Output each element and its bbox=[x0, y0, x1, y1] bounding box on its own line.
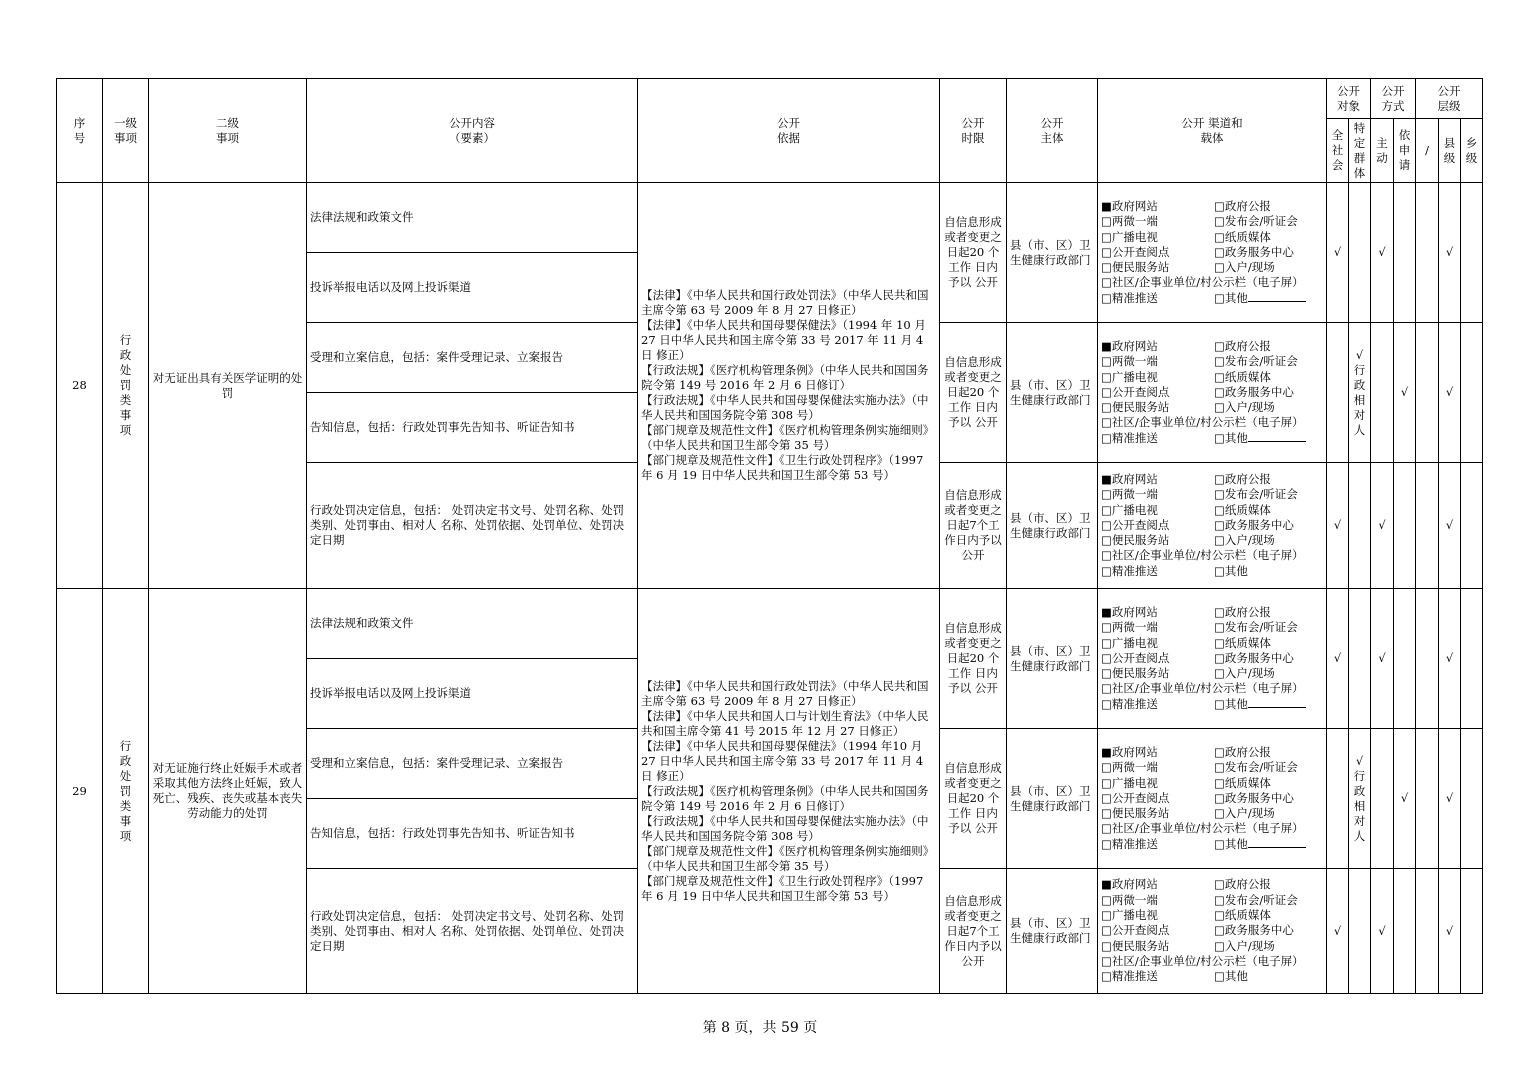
table-row bbox=[57, 589, 1483, 659]
row-29-subject-b: 县（市、区）卫 生健康行政部门 bbox=[1007, 729, 1098, 869]
row-29-b-target-all bbox=[1327, 729, 1349, 869]
row-28-a-target-specific bbox=[1349, 183, 1371, 323]
row-29-content-4: 告知信息，包括：行政处罚事先告知书、听证告知书 bbox=[307, 799, 638, 869]
row-28-b-level-town bbox=[1461, 323, 1483, 463]
row-29-subject-a: 县（市、区）卫 生健康行政部门 bbox=[1007, 589, 1098, 729]
row-29-b-method-request: √ bbox=[1394, 729, 1416, 869]
row-29-b-slash bbox=[1416, 729, 1439, 869]
row-29-a-slash bbox=[1416, 589, 1439, 729]
row-29-content-3: 受理和立案信息，包括：案件受理记录、立案报告 bbox=[307, 729, 638, 799]
row-29-channels-c: ■政府网站 □政府公报 □两微一端 □发布会/听证会 □广播电视 □纸质媒体 □公开查阅点 □政务服务中心 □便民服务站 □入户/现场 □社区/企事业单位/村公示栏（电子屏） □精准推送 □其他 bbox=[1098, 869, 1327, 994]
row-28-content-3: 受理和立案信息，包括：案件受理记录、立案报告 bbox=[307, 323, 638, 393]
row-29-a-target-all: √ bbox=[1327, 589, 1349, 729]
row-29-a-method-active: √ bbox=[1371, 589, 1394, 729]
row-28-basis: 【法律】《中华人民共和国行政处罚法》（中华人民共和国主席令第 63 号 2009 年 8 月 27 日修正） 【法律】《中华人民共和国母婴保健法》（1994 年 10 月 27 日中华人民共和国主席令第 33 号 2017 年 11 月 4 日 修正） 【行政法规】《医疗机构管理条例》（中华人民共和国国务院令第 149 号 2016 年 2 月 6 日修订） 【行政法规】《中华人民共和国母婴保健法实施办法》（中华人民共和国国务院令第 308 号） 【部门规章及规范性文件】《医疗机构管理条例实施细则》（中华人民共和国卫生部令第 35 号） 【部门规章及规范性文件】《卫生行政处罚程序》（1997 年 6 月 19 日中华人民共和国卫生部令第 53 号） bbox=[638, 183, 940, 589]
row-28-subject-b: 县（市、区）卫 生健康行政部门 bbox=[1007, 323, 1098, 463]
row-29-channels-b: ■政府网站 □政府公报 □两微一端 □发布会/听证会 □广播电视 □纸质媒体 □公开查阅点 □政务服务中心 □便民服务站 □入户/现场 □社区/企事业单位/村公示栏（电子屏） □精准推送 □其他 bbox=[1098, 729, 1327, 869]
row-28-b-method-request: √ bbox=[1394, 323, 1416, 463]
row-29-c-method-request bbox=[1394, 869, 1416, 994]
row-29-c-slash bbox=[1416, 869, 1439, 994]
page-footer: 第 8 页，共 59 页 bbox=[702, 1020, 818, 1036]
row-28-c-target-specific bbox=[1349, 463, 1371, 589]
row-28-time-a: 自信息形成或者变更之日起20 个工作 日内予以 公开 bbox=[940, 183, 1007, 323]
row-29-a-method-request bbox=[1394, 589, 1416, 729]
header-level1: 一级事项 bbox=[103, 79, 149, 183]
row-28-content-5: 行政处罚决定信息，包括： 处罚决定书文号、处罚名称、处罚类别、处罚事由、相对人 名称、处罚依据、处罚单位、处罚决定日期 bbox=[307, 463, 638, 589]
row-28-a-level-county: √ bbox=[1439, 183, 1461, 323]
row-29-c-level-town bbox=[1461, 869, 1483, 994]
header-subject: 公开主体 bbox=[1007, 79, 1098, 183]
row-28-c-method-request bbox=[1394, 463, 1416, 589]
row-28-c-slash bbox=[1416, 463, 1439, 589]
row-28-category: 行政处罚类事项 bbox=[103, 183, 149, 589]
row-29-content-2: 投诉举报电话以及网上投诉渠道 bbox=[307, 659, 638, 729]
row-29-level2: 对无证施行终止妊娠手术或者采取其他方法终止妊娠，致人死亡、残疾、丧失或基本丧失劳动能力的处罚 bbox=[149, 589, 307, 994]
row-28-seq: 28 bbox=[57, 183, 103, 589]
row-29-b-target-specific: √行政相对人 bbox=[1349, 729, 1371, 869]
row-29-c-level-county: √ bbox=[1439, 869, 1461, 994]
row-29-subject-c: 县（市、区）卫 生健康行政部门 bbox=[1007, 869, 1098, 994]
row-29-basis: 【法律】《中华人民共和国行政处罚法》（中华人民共和国主席令第 63 号 2009 年 8 月 27 日修正） 【法律】《中华人民共和国人口与计划生育法》（中华人民共和国主席令第 41 号 2015 年 12 月 27 日修正） 【法律】《中华人民共和国母婴保健法》（1994 年10 月 27 日中华人民共和国主席令第 33 号 2017 年 11 月 4 日 修正） 【行政法规】《医疗机构管理条例》（中华人民共和国国务院令第 149 号 2016 年 2 月 6 日修订） 【行政法规】《中华人民共和国母婴保健法实施办法》（中华人民共和国国务院令第 308 号） 【部门规章及规范性文件】《医疗机构管理条例实施细则》（中华人民共和国卫生部令第 35 号） 【部门规章及规范性文件】《卫生行政处罚程序》（1997 年 6 月 19 日中华人民共和国卫生部令第 53 号） bbox=[638, 589, 940, 994]
header-slash: / bbox=[1416, 119, 1439, 183]
row-29-content-1: 法律法规和政策文件 bbox=[307, 589, 638, 659]
row-28-b-target-specific: √行政相对人 bbox=[1349, 323, 1371, 463]
row-29-category: 行政处罚类事项 bbox=[103, 589, 149, 994]
row-28-b-slash bbox=[1416, 323, 1439, 463]
row-29-time-a: 自信息形成或者变更之日起20 个工作 日内予以 公开 bbox=[940, 589, 1007, 729]
header-time: 公开时限 bbox=[940, 79, 1007, 183]
row-29-content-5: 行政处罚决定信息，包括： 处罚决定书文号、处罚名称、处罚类别、处罚事由、相对人 名称、处罚依据、处罚单位、处罚决定日期 bbox=[307, 869, 638, 994]
row-29-c-target-specific bbox=[1349, 869, 1371, 994]
row-28-a-slash bbox=[1416, 183, 1439, 323]
row-28-a-target-all: √ bbox=[1327, 183, 1349, 323]
header-level-town: 乡级 bbox=[1461, 119, 1483, 183]
row-28-level2: 对无证出具有关医学证明的处罚 bbox=[149, 183, 307, 589]
row-28-content-2: 投诉举报电话以及网上投诉渠道 bbox=[307, 253, 638, 323]
row-29-a-level-town bbox=[1461, 589, 1483, 729]
header-seq: 序号 bbox=[57, 79, 103, 183]
row-28-subject-c: 县（市、区）卫 生健康行政部门 bbox=[1007, 463, 1098, 589]
row-28-c-target-all: √ bbox=[1327, 463, 1349, 589]
header-target: 公开对象 bbox=[1327, 79, 1371, 119]
row-28-time-c: 自信息形成或者变更之日起7个工作日内予以公开 bbox=[940, 463, 1007, 589]
row-28-b-level-county: √ bbox=[1439, 323, 1461, 463]
disclosure-table bbox=[56, 78, 1483, 994]
row-28-subject-a: 县（市、区）卫 生健康行政部门 bbox=[1007, 183, 1098, 323]
row-28-c-method-active: √ bbox=[1371, 463, 1394, 589]
header-basis: 公开依据 bbox=[638, 79, 940, 183]
row-29-a-level-county: √ bbox=[1439, 589, 1461, 729]
row-28-c-level-county: √ bbox=[1439, 463, 1461, 589]
row-28-time-b: 自信息形成或者变更之日起20 个工作 日内予以 公开 bbox=[940, 323, 1007, 463]
row-28-b-method-active bbox=[1371, 323, 1394, 463]
row-29-seq: 29 bbox=[57, 589, 103, 994]
row-28-content-4: 告知信息，包括：行政处罚事先告知书、听证告知书 bbox=[307, 393, 638, 463]
header-target-specific: 特定群体 bbox=[1349, 119, 1371, 183]
row-28-channels-a: ■政府网站 □政府公报 □两微一端 □发布会/听证会 □广播电视 □纸质媒体 □公开查阅点 □政务服务中心 □便民服务站 □入户/现场 □社区/企事业单位/村公示栏（电子屏） □精准推送 □其他 bbox=[1098, 183, 1327, 323]
row-28-a-level-town bbox=[1461, 183, 1483, 323]
header-method-active: 主动 bbox=[1371, 119, 1394, 183]
header-level-county: 县级 bbox=[1439, 119, 1461, 183]
row-28-a-method-request bbox=[1394, 183, 1416, 323]
header-level2: 二级事项 bbox=[149, 79, 307, 183]
row-29-b-method-active bbox=[1371, 729, 1394, 869]
row-29-a-target-specific bbox=[1349, 589, 1371, 729]
header-method: 公开方式 bbox=[1371, 79, 1416, 119]
header-level: 公开层级 bbox=[1416, 79, 1483, 119]
header-target-all: 全社会 bbox=[1327, 119, 1349, 183]
header-content: 公开内容（要素） bbox=[307, 79, 638, 183]
row-29-time-b: 自信息形成或者变更之日起20 个工作 日内予以 公开 bbox=[940, 729, 1007, 869]
row-28-channels-c: ■政府网站 □政府公报 □两微一端 □发布会/听证会 □广播电视 □纸质媒体 □公开查阅点 □政务服务中心 □便民服务站 □入户/现场 □社区/企事业单位/村公示栏（电子屏） □精准推送 □其他 bbox=[1098, 463, 1327, 589]
row-29-c-method-active: √ bbox=[1371, 869, 1394, 994]
row-28-b-target-all bbox=[1327, 323, 1349, 463]
row-28-c-level-town bbox=[1461, 463, 1483, 589]
table-row bbox=[57, 183, 1483, 253]
row-29-time-c: 自信息形成或者变更之日起7个工作日内予以公开 bbox=[940, 869, 1007, 994]
row-28-content-1: 法律法规和政策文件 bbox=[307, 183, 638, 253]
header-method-request: 依申请 bbox=[1394, 119, 1416, 183]
header-channel: 公开 渠道和载体 bbox=[1098, 79, 1327, 183]
row-28-a-method-active: √ bbox=[1371, 183, 1394, 323]
row-29-channels-a: ■政府网站 □政府公报 □两微一端 □发布会/听证会 □广播电视 □纸质媒体 □公开查阅点 □政务服务中心 □便民服务站 □入户/现场 □社区/企事业单位/村公示栏（电子屏） □精准推送 □其他 bbox=[1098, 589, 1327, 729]
row-29-c-target-all: √ bbox=[1327, 869, 1349, 994]
row-28-channels-b: ■政府网站 □政府公报 □两微一端 □发布会/听证会 □广播电视 □纸质媒体 □公开查阅点 □政务服务中心 □便民服务站 □入户/现场 □社区/企事业单位/村公示栏（电子屏） □精准推送 □其他 bbox=[1098, 323, 1327, 463]
row-29-b-level-county: √ bbox=[1439, 729, 1461, 869]
row-29-b-level-town bbox=[1461, 729, 1483, 869]
